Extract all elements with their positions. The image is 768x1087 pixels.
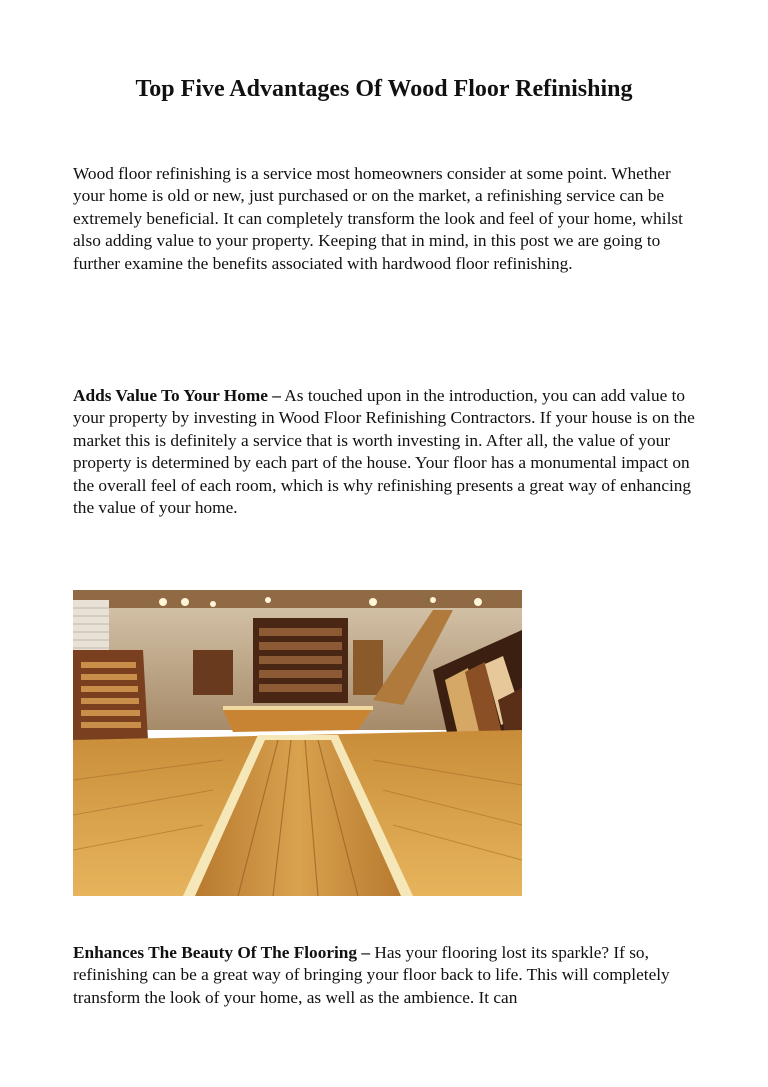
section-adds-value <box>73 385 703 519</box>
section-body: Has your flooring lost its sparkle? If so, refinishing can be a great way of bringing your floor back to life. This will completely transform the look of your home, as well as the ambience. It can <box>73 943 670 1007</box>
section-enhances-beauty <box>73 942 703 1009</box>
section-heading: Enhances The Beauty Of The Flooring – <box>73 943 371 962</box>
section-heading: Adds Value To Your Home – <box>73 386 281 405</box>
page-title: Top Five Advantages Of Wood Floor Refinishing <box>135 76 633 102</box>
section-body: As touched upon in the introduction, you can add value to your property by investing in Wood Floor Refinishing Contractors. If your house is on the market this is definitely a service that is worth investing in. After all, the value of your property is determined by each part of the house. Your floor has a monumental impact on the overall feel of each room, which is why refinishing presents a great way of enhancing the value of your home. <box>73 386 695 518</box>
intro-paragraph: Wood floor refinishing is a service most homeowners consider at some point. Whether your home is old or new, just purchased or on the market, a refinishing service can be extremely beneficial. It can completely transform the look and feel of your home, whilst also adding value to your property. Keeping that in mind, in this post we are going to further examine the benefits associated with hardwood floor refinishing. <box>73 164 683 273</box>
showroom-photo <box>73 590 522 896</box>
